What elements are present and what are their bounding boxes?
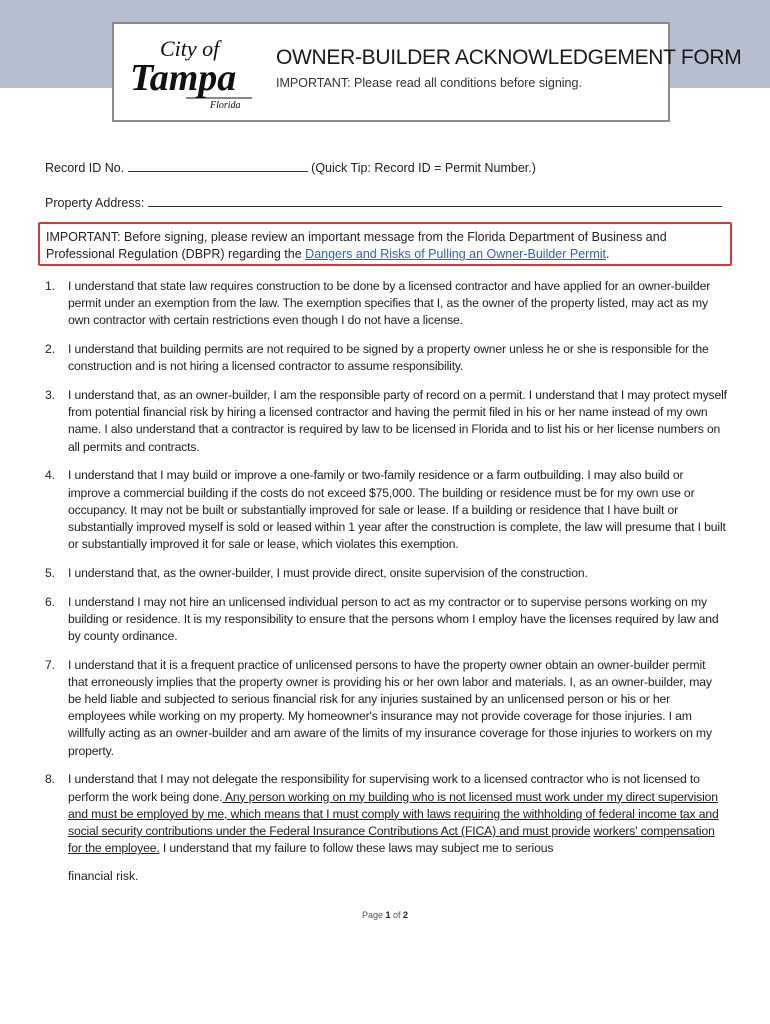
item-text-underlined: Any person working on my building who is not licensed must work under my direct supervision and must be employed by me, which means that I must comply with laws requiring the withholding of federal income tax and social security contributions under the Federal Insurance Contributions Act (FICA) and must provide [68,789,719,838]
item-number: 7. [45,657,55,672]
list-item [45,594,727,646]
item-text: I understand that I may not delegate the responsibility for supervising work to a licensed contractor who is not licensed to perform the work being done. [68,772,700,804]
item-text: I understand that I may build or improve a one-family or two-family residence or a farm outbuilding. I may also build or improve a commercial building if the costs do not exceed $75,000. The building or residence must be for my own use or occupancy. It may not be built or substantially improved for sale or lease. If a building or residence that I have built or substantially improved myself is sold or leased within 1 year after the construction is complete, the law will presume that I built or substantially improved it for sale or lease, which violates this exemption. [68,468,726,552]
notice-text-end: . [606,247,610,261]
list-item [45,341,727,375]
logo-florida-text: Florida [210,100,241,111]
list-item [45,278,727,330]
page-of-label: of [393,910,401,920]
dangers-risks-link[interactable]: Dangers and Risks of Pulling an Owner-Builder Permit [305,247,606,261]
record-id-tip: (Quick Tip: Record ID = Permit Number.) [311,161,536,175]
item-number: 6. [45,594,55,609]
page-total: 2 [403,910,409,920]
item-number: 5. [45,565,55,580]
list-item [45,467,727,553]
property-address-label: Property Address: [45,196,145,210]
dbpr-notice [38,222,732,266]
form-subtitle: IMPORTANT: Please read all conditions before signing. [276,76,582,90]
record-id-label: Record ID No. [45,161,125,175]
item-text: I understand that state law requires construction to be done by a licensed contractor and have applied for an owner-builder permit under an exemption from the law. The exemption specifies that I, as the owner of the property listed, may act as my own contractor with certain restrictions even though I do not have a license. [68,279,711,328]
item-number: 8. [45,772,55,787]
acknowledgement-list [45,278,727,869]
property-address-field[interactable] [148,194,722,207]
list-item [45,657,727,760]
logo-city-of-text: City of [160,36,220,61]
item-number: 2. [45,342,55,357]
item-number: 1. [45,279,55,293]
item-text: I understand that, as the owner-builder, I must provide direct, onsite supervision of the construction. [68,565,588,580]
form-title: OWNER-BUILDER ACKNOWLEDGEMENT FORM [276,46,742,69]
page-number: 1 [385,910,391,920]
item-text: I understand that building permits are not required to be signed by a property owner unless he or she is responsible for the construction and is not hiring a licensed contractor to assume responsibility. [68,342,709,374]
logo-tampa-text: Tampa [130,57,237,99]
item-number: 3. [45,388,55,403]
item-text-end: I understand that my failure to follow these laws may subject me to serious [159,841,554,856]
item-text: I understand I may not hire an unlicensed individual person to act as my contractor or to supervise persons working on my building or residence. It is my responsibility to ensure that the persons whom I employ have the licenses required by law and by county ordinance. [68,594,719,643]
list-item [45,771,727,857]
page-footer [0,910,770,920]
city-of-tampa-logo [124,28,264,118]
record-id-row [45,159,536,175]
item-text: I understand that it is a frequent practice of unlicensed persons to have the property owner obtain an owner-builder permit that erroneously implies that the property owner is providing his or her own labor and materials. I, as an owner-builder, may be held liable and subjected to serious financial risk for any injuries sustained by an unlicensed person or his or her employees while working on my property. My homeowner's insurance may not provide coverage for those injuries. I am willfully acting as an owner-builder and am aware of the limits of my insurance coverage for those injuries to workers on my property. [68,657,712,758]
notice-text: IMPORTANT: Before signing, please review an important message from the Florida Department of Business and Professional Regulation (DBPR) regarding the [46,230,667,261]
form-header [112,22,742,122]
item-text: I understand that, as an owner-builder, I am the responsible party of record on a permit. I understand that I may protect myself from potential financial risk by hiring a licensed contractor and having the permit filed in his or her name instead of my own name. I also understand that a contractor is required by law to be licensed in Florida and to list his or her license numbers on all permits and contracts. [68,388,727,454]
property-address-row [45,194,722,210]
item-text-underlined-2: workers' compensation for the employee. [68,823,715,856]
record-id-field[interactable] [128,159,308,172]
list-item [45,387,727,456]
item-number: 4. [45,468,55,483]
item-8-tail: financial risk. [68,869,139,883]
page-label: Page [361,910,383,920]
list-item [45,565,727,582]
